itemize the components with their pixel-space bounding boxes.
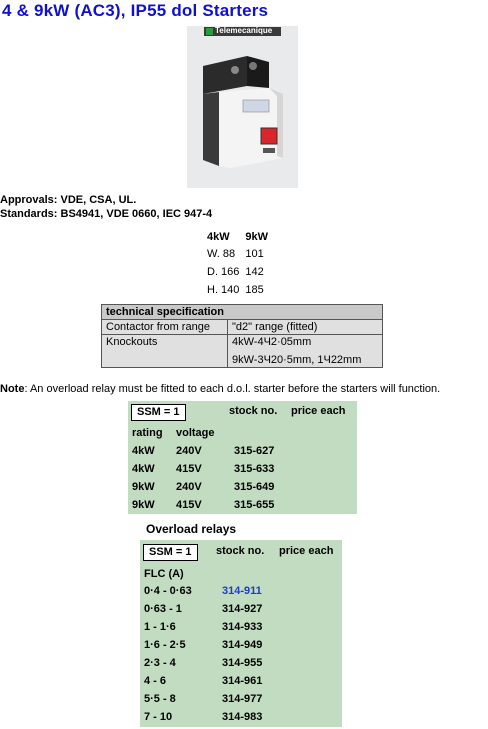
dims-height-4kw: H. 140 bbox=[207, 284, 240, 296]
starters-voltage-header: voltage bbox=[176, 427, 215, 439]
starters-rating-header: rating bbox=[132, 427, 163, 439]
relay-flc: 7 - 10 bbox=[144, 711, 173, 723]
relay-flc: 1 - 1·6 bbox=[144, 621, 176, 633]
tech-header: technical specification bbox=[102, 305, 383, 320]
starter-rating: 9kW bbox=[132, 481, 155, 493]
starter-voltage: 240V bbox=[176, 445, 202, 457]
starter-voltage: 415V bbox=[176, 463, 202, 475]
relay-stock-no[interactable]: 314-977 bbox=[222, 693, 263, 705]
tech-contactor-value: "d2" range (fitted) bbox=[228, 320, 383, 335]
dims-height-9kw: 185 bbox=[245, 284, 264, 296]
starters-table bbox=[128, 401, 357, 514]
brand-logo bbox=[204, 27, 281, 36]
relay-stock-no-link[interactable]: 314-911 bbox=[222, 585, 262, 597]
standards-line: Standards: BS4941, VDE 0660, IEC 947-4 bbox=[0, 208, 213, 220]
relays-flc-header: FLC (A) bbox=[144, 568, 184, 580]
dims-width-9kw: 101 bbox=[245, 248, 264, 260]
relays-ssm-box: SSM = 1 bbox=[143, 544, 198, 561]
page-title: 4 & 9kW (AC3), IP55 dol Starters bbox=[2, 1, 269, 20]
overload-relays-table bbox=[140, 540, 342, 727]
dims-depth-4kw: D. 166 bbox=[207, 266, 240, 278]
brand-name: Telemecanique bbox=[215, 26, 273, 35]
starters-price-header: price each bbox=[291, 405, 346, 417]
starter-rating: 4kW bbox=[132, 445, 155, 457]
tech-knockouts-4kw: 4kW-4Ч2·05mm bbox=[232, 336, 312, 348]
starter-stock-no[interactable]: 315-649 bbox=[234, 481, 275, 493]
starter-voltage: 415V bbox=[176, 499, 202, 511]
overload-relays-heading: Overload relays bbox=[146, 522, 237, 536]
starter-rating: 4kW bbox=[132, 463, 155, 475]
relay-stock-no[interactable]: 314-933 bbox=[222, 621, 263, 633]
tech-knockouts-label: Knockouts bbox=[102, 335, 228, 368]
tech-knockouts-9kw: 9kW-3Ч20·5mm, 1Ч22mm bbox=[232, 354, 362, 366]
starter-stock-no[interactable]: 315-655 bbox=[234, 499, 275, 511]
starter-voltage: 240V bbox=[176, 481, 202, 493]
dimensions-table bbox=[204, 229, 271, 299]
note-line bbox=[0, 383, 440, 395]
relay-stock-no[interactable]: 314-983 bbox=[222, 711, 263, 723]
dims-header-4kw: 4kW bbox=[207, 231, 230, 243]
starter-stock-no[interactable]: 315-633 bbox=[234, 463, 275, 475]
starter-rating: 9kW bbox=[132, 499, 155, 511]
relays-price-header: price each bbox=[279, 545, 334, 557]
starter-stock-no[interactable]: 315-627 bbox=[234, 445, 275, 457]
relay-flc: 0·63 - 1 bbox=[144, 603, 182, 615]
relay-flc: 2·3 - 4 bbox=[144, 657, 176, 669]
relay-stock-no[interactable]: 314-949 bbox=[222, 639, 263, 651]
relay-flc: 1·6 - 2·5 bbox=[144, 639, 186, 651]
dims-header-9kw: 9kW bbox=[245, 231, 269, 243]
starter-product-image bbox=[187, 26, 298, 188]
tech-contactor-label: Contactor from range bbox=[102, 320, 228, 335]
relay-stock-no[interactable]: 314-961 bbox=[222, 675, 263, 687]
note-text: : An overload relay must be fitted to each d.o.l. starter before the starters will function. bbox=[24, 383, 441, 395]
tech-knockouts-value bbox=[228, 335, 383, 368]
relay-stock-no[interactable]: 314-955 bbox=[222, 657, 263, 669]
relay-flc: 0·4 - 0·63 bbox=[144, 585, 192, 597]
starters-ssm-box: SSM = 1 bbox=[131, 404, 186, 421]
starters-stock-header: stock no. bbox=[229, 405, 278, 417]
dims-depth-9kw: 142 bbox=[245, 266, 264, 278]
dims-width-4kw: W. 88 bbox=[207, 248, 236, 260]
note-label: Note bbox=[0, 383, 25, 395]
approvals-line: Approvals: VDE, CSA, UL. bbox=[0, 194, 137, 206]
relays-stock-header: stock no. bbox=[216, 545, 265, 557]
relay-flc: 4 - 6 bbox=[144, 675, 167, 687]
brand-mark-icon bbox=[206, 28, 213, 35]
relay-flc: 5·5 - 8 bbox=[144, 693, 176, 705]
technical-spec-table bbox=[101, 304, 383, 368]
relay-stock-no[interactable]: 314-927 bbox=[222, 603, 263, 615]
